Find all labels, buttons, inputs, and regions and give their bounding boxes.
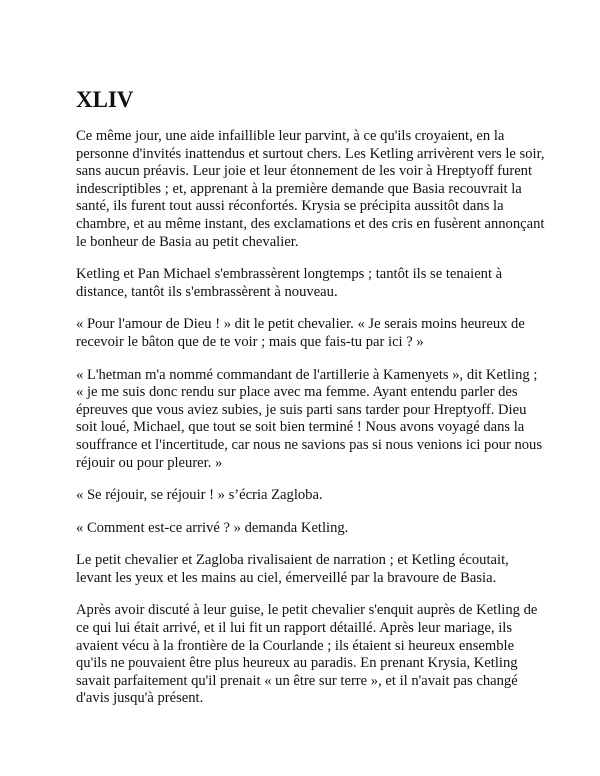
- chapter-title: XLIV: [76, 87, 134, 112]
- paragraph: Ce même jour, une aide infaillible leur parvint, à ce qu'ils croyaient, en la personne d'invités inattendus et surtout chers. Les Ketling arrivèrent vers le soir, sans aucun préavis. Leur joie et leur étonnement de les voir à Hreptyoff furent indescriptibles ; et, apprenant à la première demande que Basia recouvrait la santé, ils furent tout aussi réconfortés. Krysia se précipita aussitôt dans la chambre, et au même instant, des exclamations et des cris en fusèrent annonçant le bonheur de Basia au petit chevalier.: [76, 128, 545, 250]
- paragraph: « Se réjouir, se réjouir ! » s’écria Zagloba.: [76, 487, 323, 504]
- paragraph: « L'hetman m'a nommé commandant de l'artillerie à Kamenyets », dit Ketling ; « je me suis donc rendu sur place avec ma femme. Ayant entendu parler des épreuves que vous aviez subies, je suis parti sans tarder pour Hreptyoff. Dieu soit loué, Michael, que tout se soit bien terminé ! Nous avons voyagé dans la souffrance et l'incertitude, car nous ne savions pas si nous venions ici pour nous réjouir ou pour pleurer. »: [76, 366, 543, 471]
- paragraph: Le petit chevalier et Zagloba rivalisaient de narration ; et Ketling écoutait, levant les yeux et les mains au ciel, émerveillé par la bravoure de Basia.: [76, 552, 509, 586]
- paragraph: Ketling et Pan Michael s'embrassèrent longtemps ; tantôt ils se tenaient à distance, tantôt ils s'embrassèrent à nouveau.: [76, 266, 503, 300]
- document-page: [76, 86, 546, 723]
- paragraph: « Comment est-ce arrivé ? » demanda Ketling.: [76, 519, 349, 536]
- paragraph: « Pour l'amour de Dieu ! » dit le petit chevalier. « Je serais moins heureux de recevoir le bâton que de te voir ; mais que fais-tu par ici ? »: [76, 316, 525, 350]
- paragraph: Après avoir discuté à leur guise, le petit chevalier s'enquit auprès de Ketling de ce qui lui était arrivé, et il lui fit un rapport détaillé. Après leur mariage, ils avaient vécu à la frontière de la Courlande ; ils étaient si heureux ensemble qu'ils ne pouvaient être plus heureux au paradis. En prenant Krysia, Ketling savait parfaitement qu'il prenait « un être sur terre », et il n'avait pas changé d'avis jusqu'à présent.: [76, 602, 538, 707]
